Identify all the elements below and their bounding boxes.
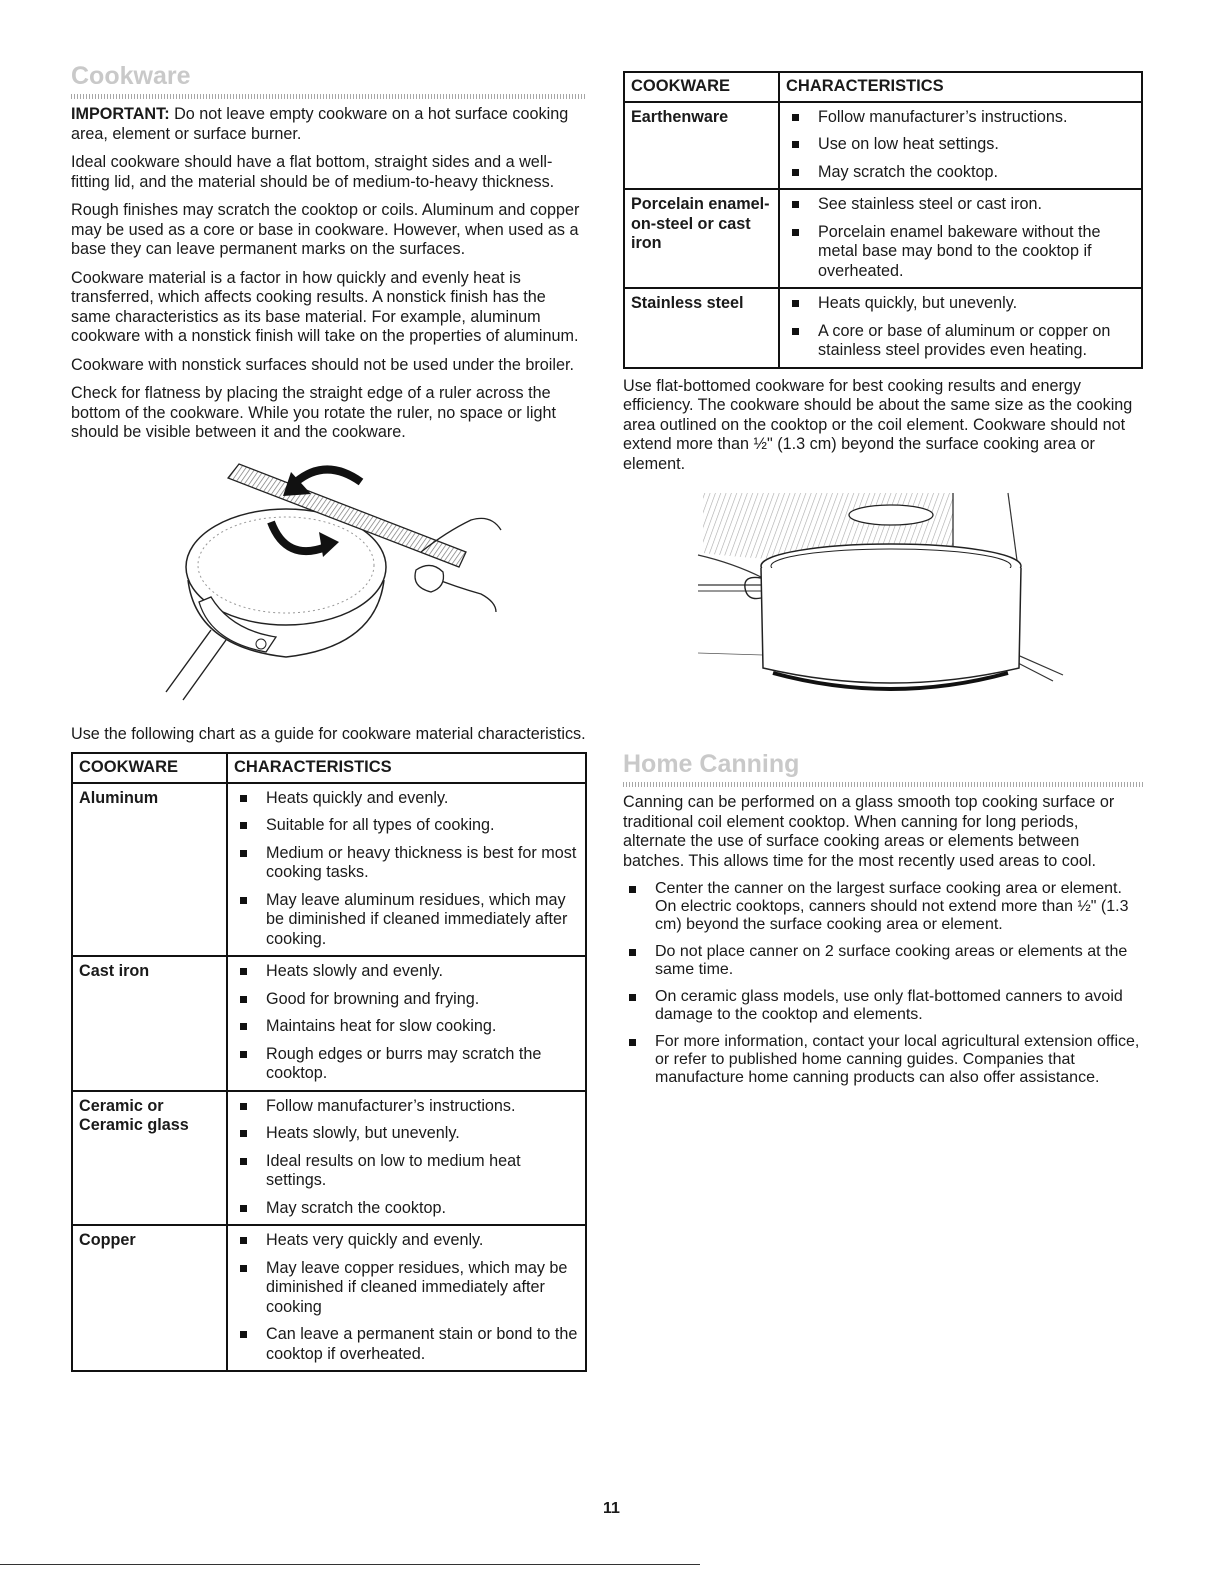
list-item: May leave aluminum residues, which may be diminished if cleaned immediately after cooking.	[234, 891, 579, 950]
home-canning-title: Home Canning	[623, 750, 800, 778]
table-header-row	[624, 72, 1142, 102]
characteristics-cell	[227, 1091, 586, 1226]
list-item: See stainless steel or cast iron.	[786, 195, 1135, 215]
pan-ruler-drawing	[71, 452, 587, 717]
paragraph: Ideal cookware should have a flat bottom, straight sides and a well-fitting lid, and the material should be of medium-to-heavy thickness.	[71, 153, 555, 191]
bottom-rule	[0, 1564, 700, 1565]
title-rule	[623, 782, 1143, 787]
list-item: Heats slowly, but unevenly.	[234, 1124, 579, 1144]
cookware-table-left	[71, 752, 587, 1372]
characteristics-cell	[779, 189, 1142, 288]
list-item: A core or base of aluminum or copper on stainless steel provides even heating.	[786, 322, 1135, 361]
list-item: Maintains heat for slow cooking.	[234, 1017, 579, 1037]
title-rule	[71, 94, 587, 99]
table-row	[72, 1225, 586, 1371]
characteristics-list	[786, 195, 1135, 281]
list-item: Heats quickly, but unevenly.	[786, 294, 1135, 314]
material-name: Earthenware	[624, 102, 779, 190]
flat-bottom-text: Use flat-bottomed cookware for best cooking results and energy efficiency. The cookware should be about the same size as the cooking area outlined on the cooktop or the coil element. Cookware should not extend more than ½" (1.3 cm) beyond the surface cooking area or element.	[623, 376, 1133, 473]
header-cookware: COOKWARE	[72, 753, 227, 783]
list-item: Use on low heat settings.	[786, 135, 1135, 155]
chart-intro: Use the following chart as a guide for cookware material characteristics.	[71, 724, 586, 743]
characteristics-cell	[227, 1225, 586, 1371]
list-item: Ideal results on low to medium heat settings.	[234, 1152, 579, 1191]
list-item: Porcelain enamel bakeware without the metal base may bond to the cooktop if overheated.	[786, 223, 1135, 282]
right-column	[623, 71, 1143, 1089]
list-item: May scratch the cooktop.	[786, 163, 1135, 183]
paragraph: Check for flatness by placing the straight edge of a ruler across the bottom of the cookware. While you rotate the ruler, no space or light should be visible between it and the cookware.	[71, 384, 556, 441]
material-name: Cast iron	[72, 956, 227, 1091]
header-characteristics: CHARACTERISTICS	[227, 753, 586, 783]
canning-list	[623, 880, 1143, 1087]
paragraph: Cookware with nonstick surfaces should not be used under the broiler.	[71, 355, 574, 374]
paragraph: Rough finishes may scratch the cooktop or coils. Aluminum and copper may be used as a core or base in cookware. However, when used as a base they can leave permanent marks on the surfaces.	[71, 201, 580, 258]
material-name: Copper	[72, 1225, 227, 1371]
table-row	[624, 189, 1142, 288]
material-name: Ceramic or Ceramic glass	[72, 1091, 227, 1226]
list-item: Center the canner on the largest surface cooking area or element. On electric cooktops, canners should not extend more than ½" (1.3 cm) beyond the surface cooking area or element.	[623, 880, 1143, 934]
important-note	[71, 105, 587, 144]
left-column	[71, 60, 587, 1372]
canning-intro: Canning can be performed on a glass smooth top cooking surface or traditional coil element cooktop. When canning for long periods, alternate the use of surface cooking areas or elements between batches. This allows time for the most recently used areas to cool.	[623, 793, 1115, 870]
list-item: May scratch the cooktop.	[234, 1199, 579, 1219]
list-item: Medium or heavy thickness is best for most cooking tasks.	[234, 844, 579, 883]
page-number: 11	[603, 1500, 620, 1517]
list-item: Follow manufacturer’s instructions.	[234, 1097, 579, 1117]
cookware-title: Cookware	[71, 62, 191, 90]
material-name: Stainless steel	[624, 288, 779, 368]
characteristics-list	[234, 1097, 579, 1219]
characteristics-list	[786, 108, 1135, 183]
table-row	[72, 1091, 586, 1226]
list-item: May leave copper residues, which may be diminished if cleaned immediately after cooking	[234, 1259, 579, 1318]
characteristics-cell	[227, 783, 586, 957]
table-row	[72, 956, 586, 1091]
table-row	[72, 783, 586, 957]
list-item: Follow manufacturer’s instructions.	[786, 108, 1135, 128]
characteristics-cell	[227, 956, 586, 1091]
table-header-row	[72, 753, 586, 783]
important-text: Do not leave empty cookware on a hot surface cooking area, element or surface burner.	[71, 105, 569, 143]
characteristics-list	[234, 1231, 579, 1364]
list-item: Suitable for all types of cooking.	[234, 816, 579, 836]
list-item: Heats slowly and evenly.	[234, 962, 579, 982]
characteristics-list	[786, 294, 1135, 361]
list-item: Heats very quickly and evenly.	[234, 1231, 579, 1251]
cookware-table-right	[623, 71, 1143, 369]
list-item: Rough edges or burrs may scratch the cooktop.	[234, 1045, 579, 1084]
list-item: Can leave a permanent stain or bond to the cooktop if overheated.	[234, 1325, 579, 1364]
list-item: For more information, contact your local agricultural extension office, or refer to published home canning guides. Companies that manufacture home canning products can also offer assistance.	[623, 1033, 1143, 1087]
paragraph: Cookware material is a factor in how quickly and evenly heat is transferred, which affects cooking results. A nonstick finish has the same characteristics as its base material. For example, aluminum cookware with a nonstick finish will take on the properties of aluminum.	[71, 268, 579, 345]
characteristics-list	[234, 962, 579, 1084]
pot-on-cooktop-illustration	[623, 483, 1143, 738]
list-item: On ceramic glass models, use only flat-bottomed canners to avoid damage to the cooktop and elements.	[623, 988, 1143, 1024]
table-row	[624, 102, 1142, 190]
list-item: Do not place canner on 2 surface cooking areas or elements at the same time.	[623, 943, 1143, 979]
list-item: Heats quickly and evenly.	[234, 789, 579, 809]
ruler-flatness-illustration	[71, 452, 587, 717]
characteristics-list	[234, 789, 579, 950]
list-item: Good for browning and frying.	[234, 990, 579, 1010]
header-cookware: COOKWARE	[624, 72, 779, 102]
material-name: Porcelain enamel-on-steel or cast iron	[624, 189, 779, 288]
characteristics-cell	[779, 102, 1142, 190]
characteristics-cell	[779, 288, 1142, 368]
header-characteristics: CHARACTERISTICS	[779, 72, 1142, 102]
pot-drawing	[623, 483, 1143, 738]
important-label: IMPORTANT:	[71, 105, 170, 123]
table-row	[624, 288, 1142, 368]
material-name: Aluminum	[72, 783, 227, 957]
